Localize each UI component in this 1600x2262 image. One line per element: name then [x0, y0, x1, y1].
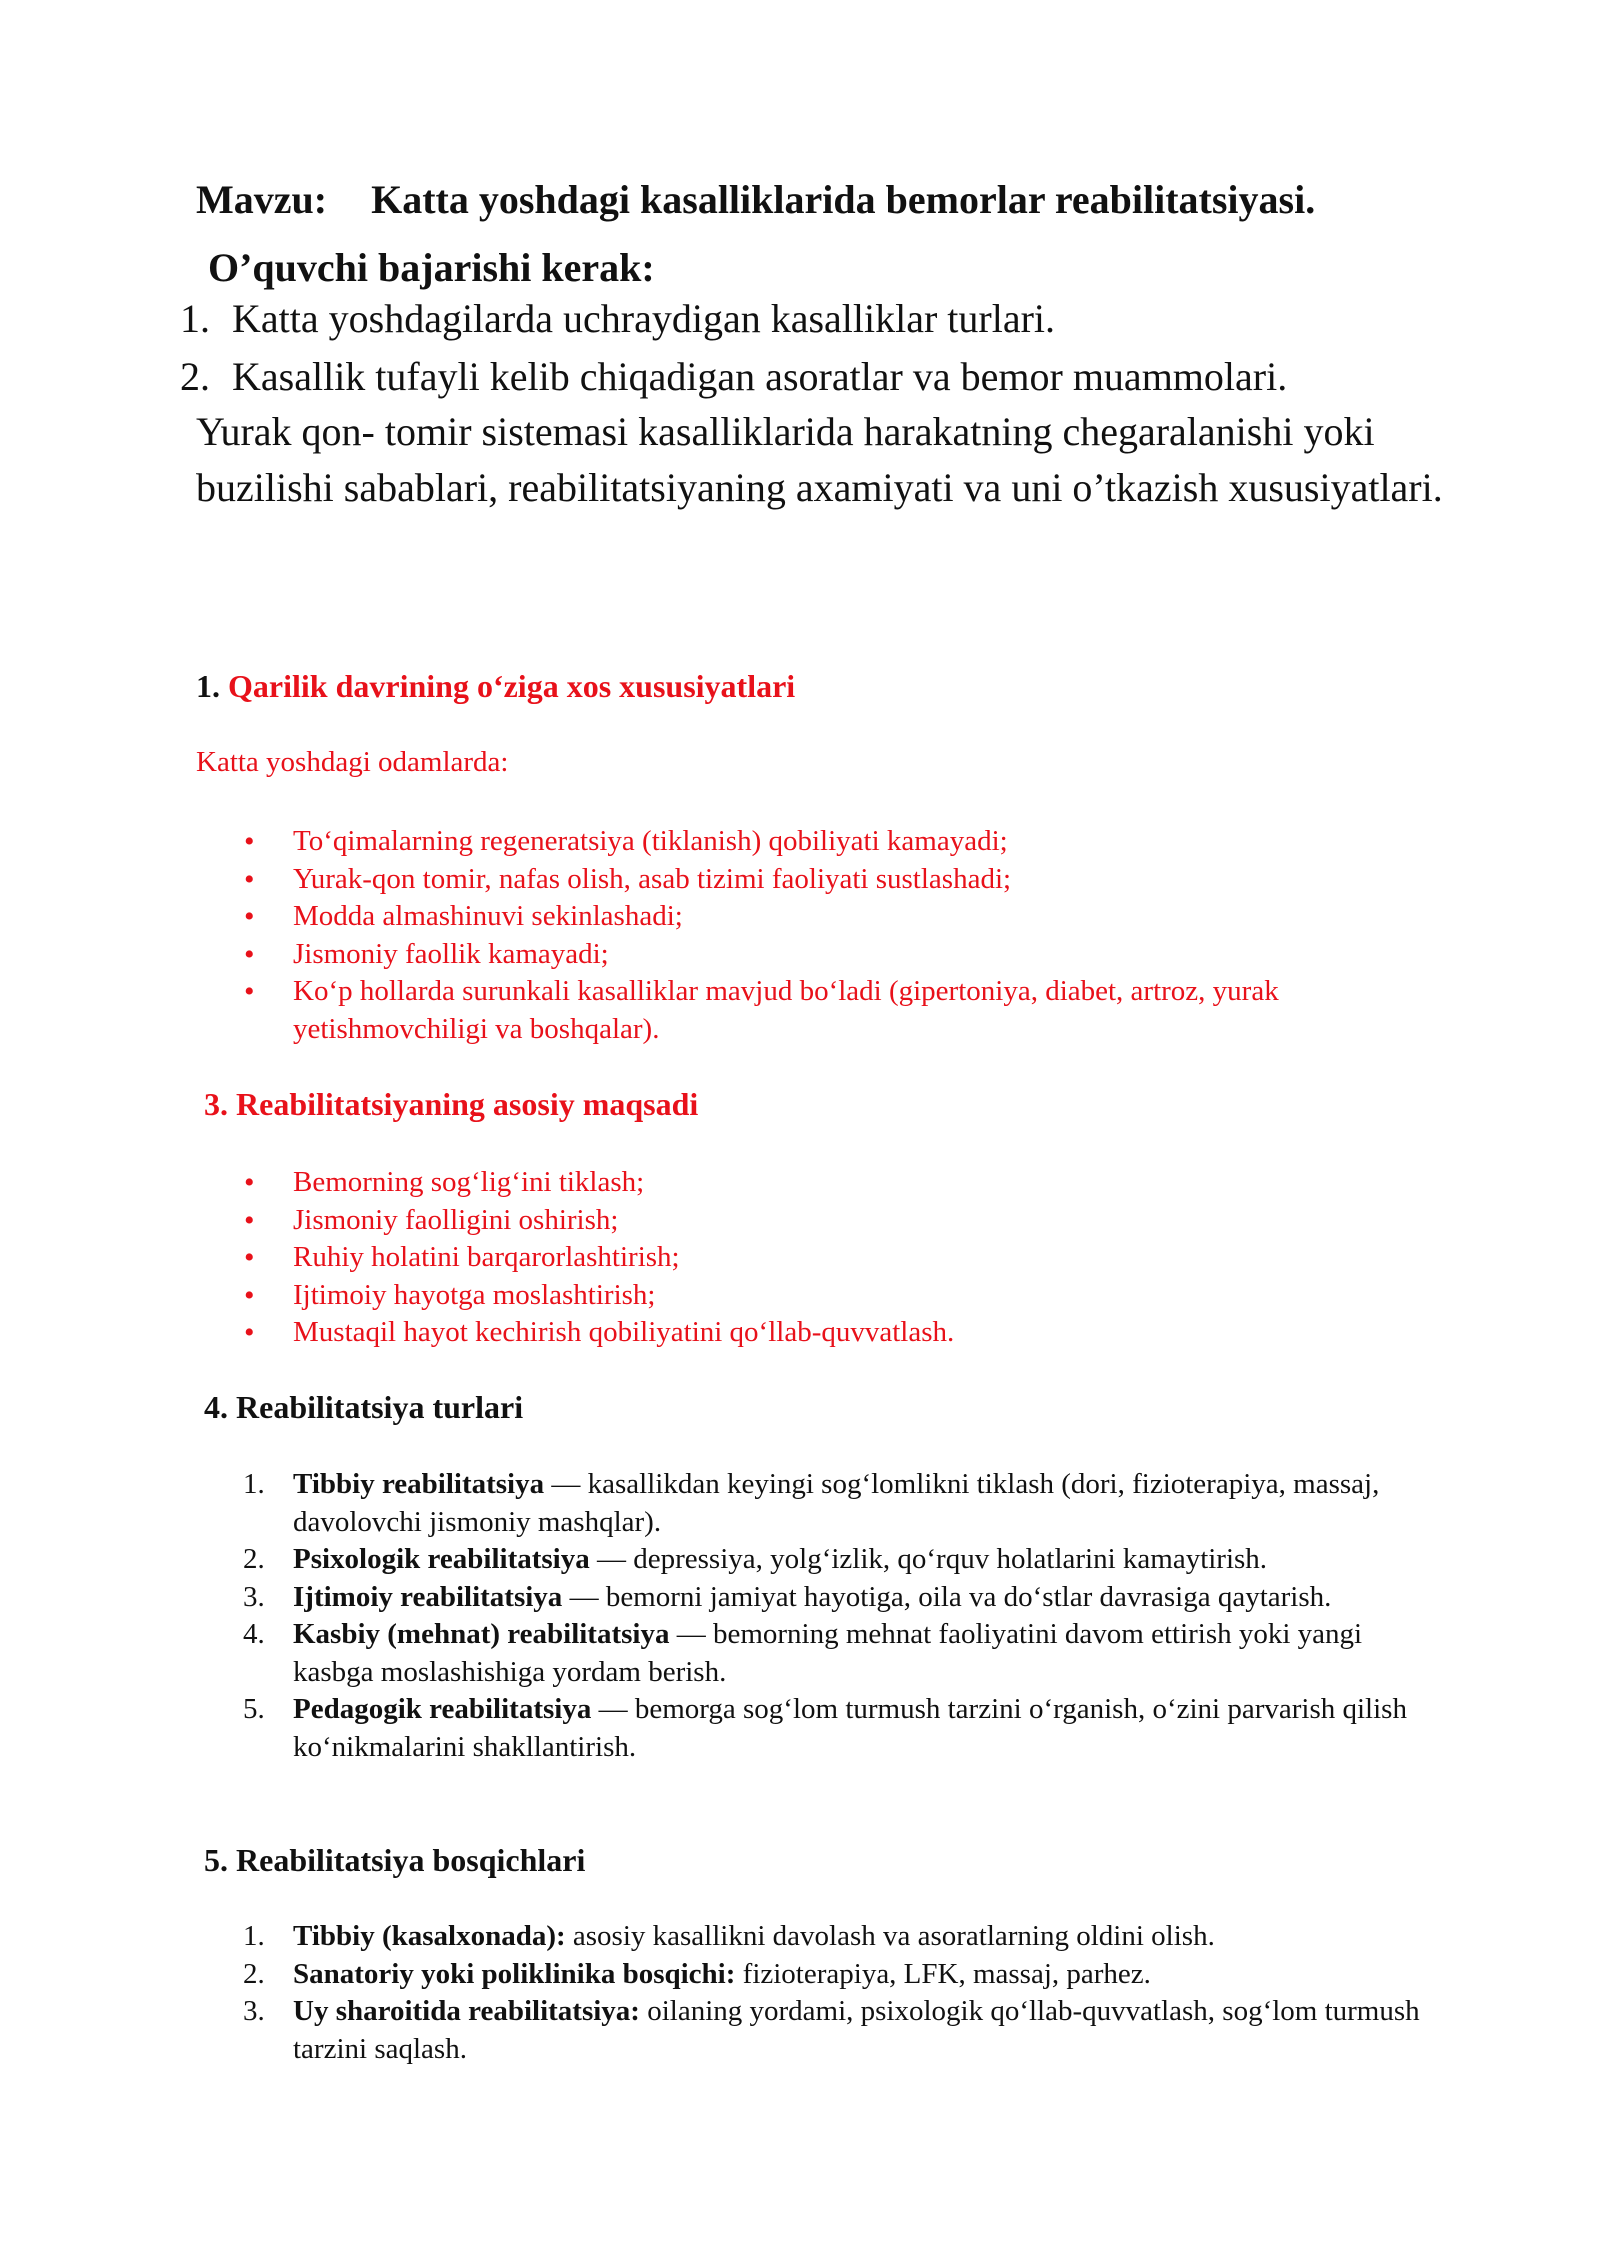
task-item: 1. Katta yoshdagilarda uchraydigan kasalliklar turlari. [180, 296, 1056, 341]
list-item: 1. Tibbiy (kasalxonada): asosiy kasallikni davolash va asoratlarning oldini olish. [243, 1920, 1215, 1952]
section-1-list [0, 823, 1413, 1048]
list-item: • To‘qimalarning regeneratsiya (tiklanish) qobiliyati kamayadi; [0, 823, 1413, 861]
section-4-heading: 4. Reabilitatsiya turlari [204, 1389, 524, 1425]
section-1-heading: 1. Qarilik davrining o‘ziga xos xususiyatlari [196, 668, 796, 704]
section-3-heading: 3. Reabilitatsiyaning asosiy maqsadi [204, 1086, 699, 1122]
list-item: • Mustaqil hayot kechirish qobiliyatini qo‘llab-quvvatlash. [0, 1314, 1413, 1352]
list-item: 3. Ijtimoiy reabilitatsiya — bemorni jamiyat hayotiga, oila va do‘stlar davrasiga qaytarish. [243, 1580, 1332, 1613]
task-item: 2. Kasallik tufayli kelib chiqadigan asoratlar va bemor muammolari. [180, 354, 1288, 399]
topic-heading [196, 176, 1315, 223]
topic-label: Mavzu: [196, 177, 328, 222]
section-5-list [0, 1918, 1423, 2068]
section-1-intro: Katta yoshdagi odamlarda: [196, 746, 509, 778]
section-5-heading: 5. Reabilitatsiya bosqichlari [204, 1842, 586, 1878]
section-4-list [0, 1466, 1423, 1766]
topic-title: Katta yoshdagi kasalliklarida bemorlar reabilitatsiyasi. [371, 177, 1316, 222]
list-item: 2. Psixologik reabilitatsiya — depressiya, yolg‘izlik, qo‘rquv holatlarini kamaytirish. [243, 1543, 1268, 1575]
list-item: 3. Uy sharoitida reabilitatsiya: oilaning yordami, psixologik qo‘llab-quvvatlash, sog‘lom turmush tarzini saqlash. [243, 1995, 1420, 2065]
list-item: • Modda almashinuvi sekinlashadi; [0, 898, 1413, 936]
section-3-list [0, 1164, 1413, 1352]
list-item: • Bemorning sog‘lig‘ini tiklash; [0, 1164, 1413, 1202]
task-list [180, 290, 1287, 406]
list-item: • Ko‘p hollarda surunkali kasalliklar mavjud bo‘ladi (gipertoniya, diabet, artroz, yurak yetishmovchiligi va boshqalar). [0, 973, 1413, 1048]
list-item: • Jismoniy faollik kamayadi; [0, 936, 1413, 974]
list-item: 1. Tibbiy reabilitatsiya — kasallikdan keyingi sog‘lomlikni tiklash (dori, fizioterapiya, massaj, davolovchi jismoniy mashqlar). [243, 1468, 1380, 1538]
task-paragraph: Yurak qon- tomir sistemasi kasalliklarida harakatning chegaralanishi yoki buzilishi sabablari, reabilitatsiyaning axamiyati va uni o’tkazish xususiyatlari. [196, 409, 1443, 510]
list-item: • Yurak-qon tomir, nafas olish, asab tizimi faoliyati sustlashadi; [0, 861, 1413, 899]
list-item: 4. Kasbiy (mehnat) reabilitatsiya — bemorning mehnat faoliyatini davom ettirish yoki yangi kasbga moslashishiga yordam berish. [243, 1618, 1363, 1688]
list-item: 2. Sanatoriy yoki poliklinika bosqichi: fizioterapiya, LFK, massaj, parhez. [243, 1957, 1151, 1990]
list-item: • Ruhiy holatini barqarorlashtirish; [0, 1239, 1413, 1277]
list-item: 5. Pedagogik reabilitatsiya — bemorga sog‘lom turmush tarzini o‘rganish, o‘zini parvarish qilish ko‘nikmalarini shakllantirish. [243, 1693, 1407, 1763]
list-item: • Jismoniy faolligini oshirish; [0, 1202, 1413, 1240]
student-task-heading: O’quvchi bajarishi kerak: [208, 245, 655, 290]
list-item: • Ijtimoiy hayotga moslashtirish; [0, 1277, 1413, 1315]
